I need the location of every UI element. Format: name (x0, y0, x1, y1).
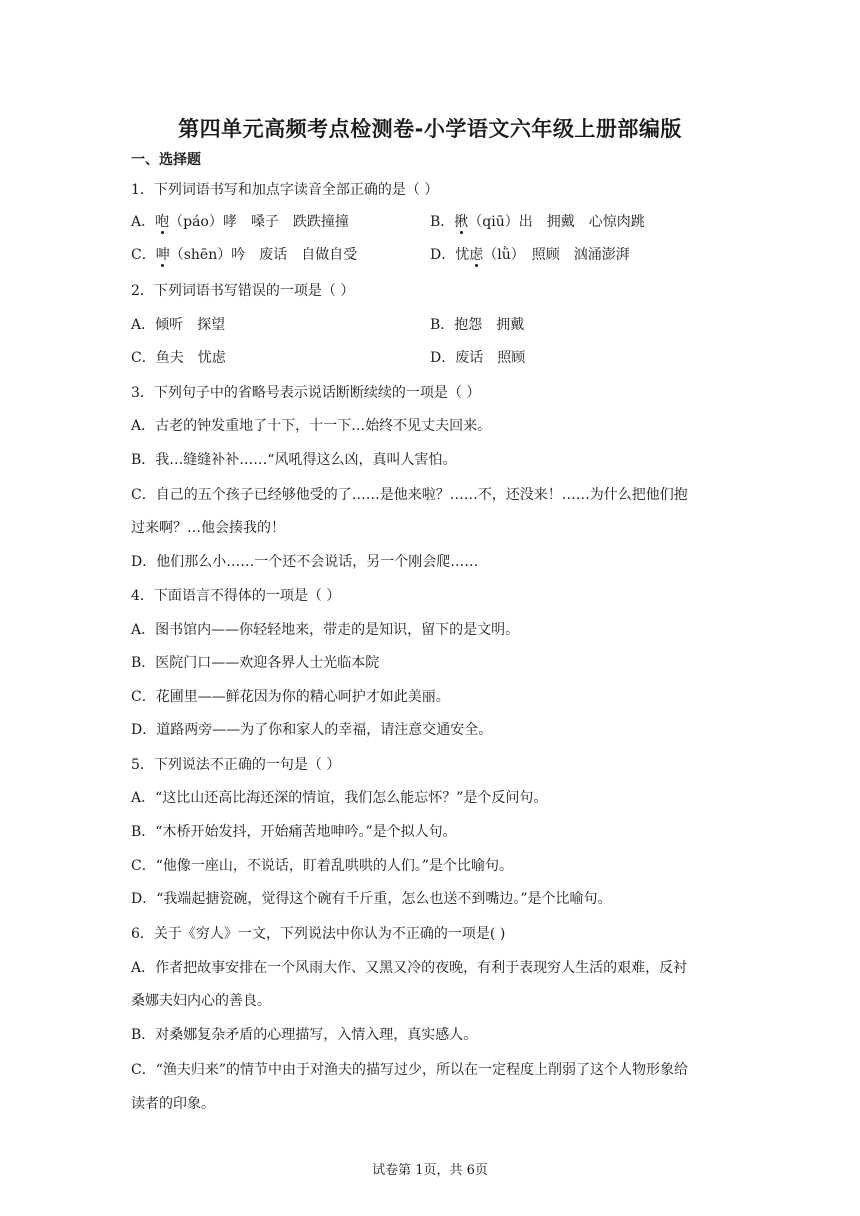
question-5-option-c: C．“他像一座山，不说话，盯着乱哄哄的人们。”是个比喻句。 (131, 858, 514, 874)
question-6-option-a-cont: 桑娜夫妇内心的善良。 (131, 993, 271, 1009)
question-3-stem: 3．下列句子中的省略号表示说话断断续续的一项是（ ） (131, 385, 481, 401)
question-6-stem: 6．关于《穷人》一文，下列说法中你认为不正确的一项是( ) (131, 926, 506, 942)
question-2-option-c: C．鱼夫 忧虑 (131, 350, 226, 366)
question-3-option-c-cont: 过来啊？…他会揍我的！ (131, 520, 285, 536)
question-1-option-c: C．呻（shēn）吟 废话 自做自受 (131, 247, 358, 263)
question-6-option-b: B．对桑娜复杂矛盾的心理描写，入情入理，真实感人。 (131, 1027, 478, 1043)
question-1-option-d: D．忧虑（lǜ） 照顾 汹涌澎湃 (430, 247, 630, 263)
question-1-option-a: A．咆（páo）哮 嗓子 跌跌撞撞 (131, 214, 349, 230)
question-5-option-b: B．“木桥开始发抖，开始痛苦地呻吟。”是个拟人句。 (131, 824, 457, 840)
page-footer: 试卷第 1页，共 6页 (372, 1163, 488, 1178)
question-3-option-b: B．我…缝缝补补……“风吼得这么凶，真叫人害怕。 (131, 452, 457, 468)
question-3-option-a: A．古老的钟发重地了十下，十一下…始终不见丈夫回来。 (131, 418, 492, 434)
emphasis-dot-char: 揪 (454, 214, 469, 230)
question-2-option-b: B．抱怨 拥戴 (430, 317, 525, 333)
question-6-option-c-cont: 读者的印象。 (131, 1096, 215, 1112)
question-5-stem: 5．下列说法不正确的一句是（ ） (131, 757, 341, 773)
emphasis-dot-char: 呻 (155, 247, 170, 263)
question-4-stem: 4．下面语言不得体的一项是（ ） (131, 588, 341, 604)
emphasis-dot-char: 咆 (155, 214, 170, 230)
question-1-option-b: B．揪（qiū）出 拥戴 心惊肉跳 (430, 214, 645, 230)
question-4-option-c: C．花圃里——鲜花因为你的精心呵护才如此美丽。 (131, 689, 450, 705)
question-2-option-d: D．废话 照顾 (430, 350, 526, 366)
emphasis-dot-char: 虑 (469, 247, 484, 263)
question-5-option-a: A．“这比山还高比海还深的情谊，我们怎么能忘怀？”是个反问句。 (131, 790, 548, 806)
question-2-stem: 2．下列词语书写错误的一项是（ ） (131, 283, 355, 299)
question-4-option-b: B．医院门口——欢迎各界人士光临本院 (131, 655, 380, 671)
question-1-stem: 1．下列词语书写和加点字读音全部正确的是（ ） (131, 182, 439, 198)
question-3-option-d: D．他们那么小……一个还不会说话，另一个刚会爬…… (131, 554, 479, 570)
question-6-option-a: A．作者把故事安排在一个风雨大作、又黑又冷的夜晚，有利于表现穷人生活的艰难，反衬 (131, 960, 688, 976)
page-title: 第四单元高频考点检测卷-小学语文六年级上册部编版 (178, 117, 682, 141)
question-4-option-d: D．道路两旁——为了你和家人的幸福，请注意交通安全。 (131, 722, 493, 738)
question-3-option-c: C．自己的五个孩子已经够他受的了……是他来啦？……不，还没来！……为什么把他们抱 (131, 487, 688, 503)
question-5-option-d: D．“我端起搪瓷碗，觉得这个碗有千斤重，怎么也送不到嘴边。”是个比喻句。 (131, 891, 612, 907)
question-2-option-a: A．倾听 探望 (131, 317, 226, 333)
question-4-option-a: A．图书馆内——你轻轻地来，带走的是知识，留下的是文明。 (131, 622, 520, 638)
question-6-option-c: C．“渔夫归来”的情节中由于对渔夫的描写过少，所以在一定程度上削弱了这个人物形象给 (131, 1062, 689, 1078)
section-heading: 一、选择题 (131, 152, 201, 168)
